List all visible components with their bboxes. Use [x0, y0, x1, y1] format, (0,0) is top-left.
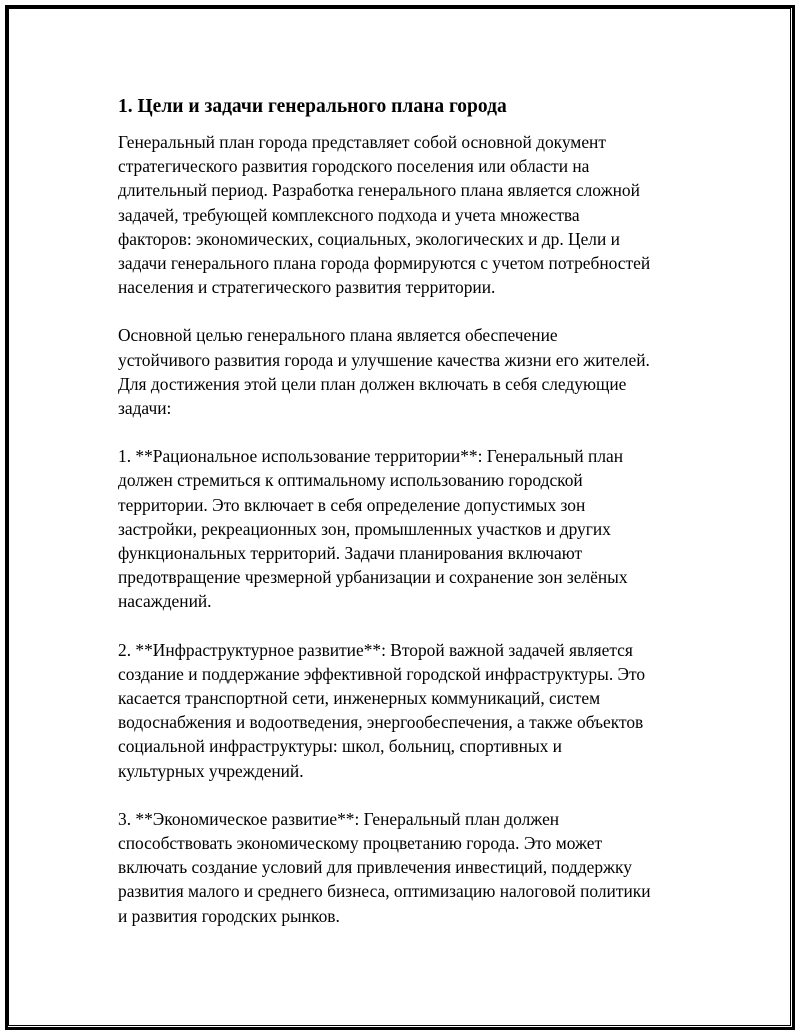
- text-line: включать создание условий для привлечения инвестиций, поддержку: [118, 857, 632, 878]
- text-line: 1. **Рациональное использование территории**: Генеральный план: [118, 446, 624, 467]
- paragraph-main-goal: [118, 323, 698, 420]
- text-line: длительный период. Разработка генерального плана является сложной: [118, 180, 640, 201]
- paragraph-task-3: [118, 807, 698, 928]
- text-line: Генеральный план города представляет собой основной документ: [118, 132, 606, 152]
- text-line: задачи:: [118, 398, 172, 419]
- text-line: должен стремиться к оптимальному использованию городской: [118, 470, 583, 491]
- text-line: водоснабжения и водоотведения, энергообеспечения, а также объектов: [118, 712, 644, 733]
- text-line: касается транспортной сети, инженерных коммуникаций, систем: [118, 688, 601, 709]
- paragraph-task-2: [118, 638, 698, 783]
- text-line: культурных учреждений.: [118, 760, 304, 781]
- text-line: 2. **Инфраструктурное развитие**: Второй важной задачей является: [118, 639, 633, 660]
- text-line: Для достижения этой цели план должен включать в себя следующие: [118, 373, 627, 394]
- text-line: задачей, требующей комплексного подхода и учета множества: [118, 204, 580, 225]
- text-line: предотвращение чрезмерной урбанизации и сохранение зон зелёных: [118, 567, 628, 588]
- text-line: 3. **Экономическое развитие**: Генеральный план должен: [118, 808, 560, 829]
- text-line: Основной целью генерального плана является обеспечение: [118, 325, 558, 346]
- section-heading: 1. Цели и задачи генерального плана города: [118, 96, 507, 117]
- text-line: задачи генерального плана города формируются с учетом потребностей: [118, 253, 651, 274]
- text-line: и развития городских рынков.: [118, 905, 340, 926]
- text-line: факторов: экономических, социальных, экологических и др. Цели и: [118, 228, 620, 249]
- text-line: устойчивого развития города и улучшение качества жизни его жителей.: [118, 349, 650, 370]
- text-line: функциональных территорий. Задачи планирования включают: [118, 543, 583, 564]
- text-line: застройки, рекреационных зон, промышленных участков и других: [118, 518, 611, 539]
- text-line: стратегического развития городского поселения или области на: [118, 156, 590, 177]
- text-line: территории. Это включает в себя определение допустимых зон: [118, 494, 586, 515]
- document-body: [118, 94, 698, 952]
- text-line: создание и поддержание эффективной городской инфраструктуры. Это: [118, 663, 646, 684]
- text-line: населения и стратегического развития территории.: [118, 277, 496, 298]
- paragraph-intro: [118, 130, 698, 299]
- text-line: насаждений.: [118, 591, 212, 612]
- paragraph-task-1: [118, 444, 698, 613]
- text-line: социальной инфраструктуры: школ, больниц, спортивных и: [118, 736, 562, 757]
- text-line: способствовать экономическому процветанию города. Это может: [118, 833, 603, 854]
- text-line: развития малого и среднего бизнеса, оптимизацию налоговой политики: [118, 881, 651, 902]
